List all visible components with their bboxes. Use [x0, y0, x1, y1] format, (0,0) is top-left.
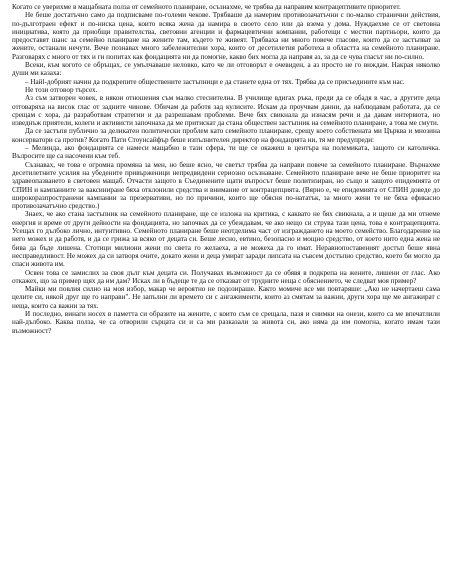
paragraph-13: И последно, винаги носех в паметта си образите на жените, с които съм се срещала, пазя и снимки на онези, които са ме впечатлили най-дълбоко. Каква полза, че са отворили сърцата си и са ми разказали за живота си, ако няма да им помогна, когато имам тази възможност?	[12, 309, 440, 335]
paragraph-5: Не този отговор търсех.	[25, 85, 98, 94]
document-page	[12, 3, 440, 335]
paragraph-7: Да се застъпя публично за деликатен политически проблем като семейното планиране, срещу което собствената ми Църква и мнозина консерватори са против? Когато Пати Стоунсайфър беше изпълнителен директор на фондацията ни, тя ме предупреди:	[12, 127, 440, 144]
paragraph-12: Майки ми повлия силно на моя избор, макар че вероятно не подозираше. Както момиче все ми повтаряше: „Ако не начертаеш сама целите си, някой друг ще го направи". Не запълни ли времето си с ангажименти, които аз смятам за важни, други хора ще ме ангажират с неща, които са важни за тях.	[12, 285, 440, 310]
paragraph-10: Знаех, че ако стана застъпник на семейното планиране, ще се изложа на критика, с каквато не бях свикнала, а и щеше да ми отнеме енергия и време от други дейности на фондацията, но започвах да се убеждавам, че ако нещо си струва тази цена, това е контрацепцията. Усещах го дълбоко лично, интуитивно. Семейното планиране беше неотделима част от изграждането на моето семейство. Благодарение на него можех и да работя, и да се грижа за всяко от децата си. Беше лесно, евтино, безопасно и мощно средство, от което нито една жена не бива да бъде лишена. Стотици милиони жени по света го желаеха, а не можеха да го имат. Неравнопоставеният достъп беше явна несправедливост. Не можех да си затворя очите, докато жени и деца умират заради липсата на съвсем достъпно средство, което би могло да спаси живота им.	[12, 210, 440, 269]
paragraph-2: Не беше достатъчно само да подписваме по-големи чекове. Трябваше да намерим противозачатъчни с по-малко странични действия, по-дълготраен ефект и по-ниска цена, които всяка жена да намира в своето село или да взема у дома. Нуждаехме се от световна инициатива, която да приобщи правителства, световни агенции и фармацевтични компании, работещи с местни партньори, които да предоставят шанс за семейно планиране на жените там, където те живеят. Трябваха ни много повече гласове, които да се застъпват за жените, останали нечути. Вече познавах много забележителни хора, които от десетилетия работеха в областта на семейното планиране. Разговарях с много от тях и ги попитах как фондацията ни да помогне, какво бих могла да направя аз, за да се чува гласът ни по-силно.	[12, 11, 440, 61]
paragraph-11: Освен това се замислих за своя дълг към децата си. Получавах възможност да се обявя в подкрепа на жените, лишени от глас. Ако откажех, що за пример щях да им дам? Исках ли в бъдеще те да се отказват от трудните неща с обяснението, че следват моя пример?	[12, 268, 440, 285]
paragraph-8: – Мелинда, ако фондацията се намеси мащабно в тази сфера, ти ще се окажеш в центъра на полемиката, защото си католичка. Вълросите ще са насочени към теб.	[12, 144, 440, 161]
paragraph-3: Всеки, към когото се обръщах, се умълчаваше неловко, като че ли отговорът е очевиден, а аз просто не го виждам. Накрая няколко души ми казаха:	[12, 61, 440, 78]
paragraph-6: Аз съм затворен човек, в някои отношения съм малко стеснителна. В училище вдигах ръка, преди да се обадя в час, а другите деца отговаряха на висок глас от задните чинове. Обичам да работя зад кулисите. Искам да проучвам данни, да наблюдавам работата, да се срещам с хора, да разработвам стратегии и да разрешавам проблеми. Вече бях свикнала да изнасям речи и да давам интервюта, но изведнъж приятели, колеги и активисти започнаха да ме притискат да стана обществен застъпник на семейното планиране, а това ме смути.	[12, 94, 440, 128]
paragraph-4: – Найl-добрият начин да подкрепите обществените застъпници е да станете една от тях. Трябва да се присъедините към нас.	[25, 77, 405, 86]
paragraph-9: Съзнавах, че това е огромна промяна за мен, но беше ясно, че светът трябва да направи повече за семейното планиране. Върнахме десетилетните усилия на убедените привърженици непредвидени сериозно осъзнаване. Семейното планиране вече не беше приоритет на здравеопазването в световен мащаб. Отчасти защото в Съединените щати въпросът беше политизиран, но също и защото епидемията от СПИН и кампаниите за ваксиниране бяха отклонили средства и внимание от контрацепцията. (Вярно е, че епидемията от СПИН доведе до широкоразпространени кампании за презервативи, но по причини, които ще обясня по-нататък, за много жени те не бяха ефикасно противозачатъчно средство.)	[12, 160, 440, 211]
paragraph-1: Когато се уверихме в мащабната полза от семейното планиране, осъзнахме, че трябва да направим контрацептивите приоритет.	[12, 3, 401, 11]
